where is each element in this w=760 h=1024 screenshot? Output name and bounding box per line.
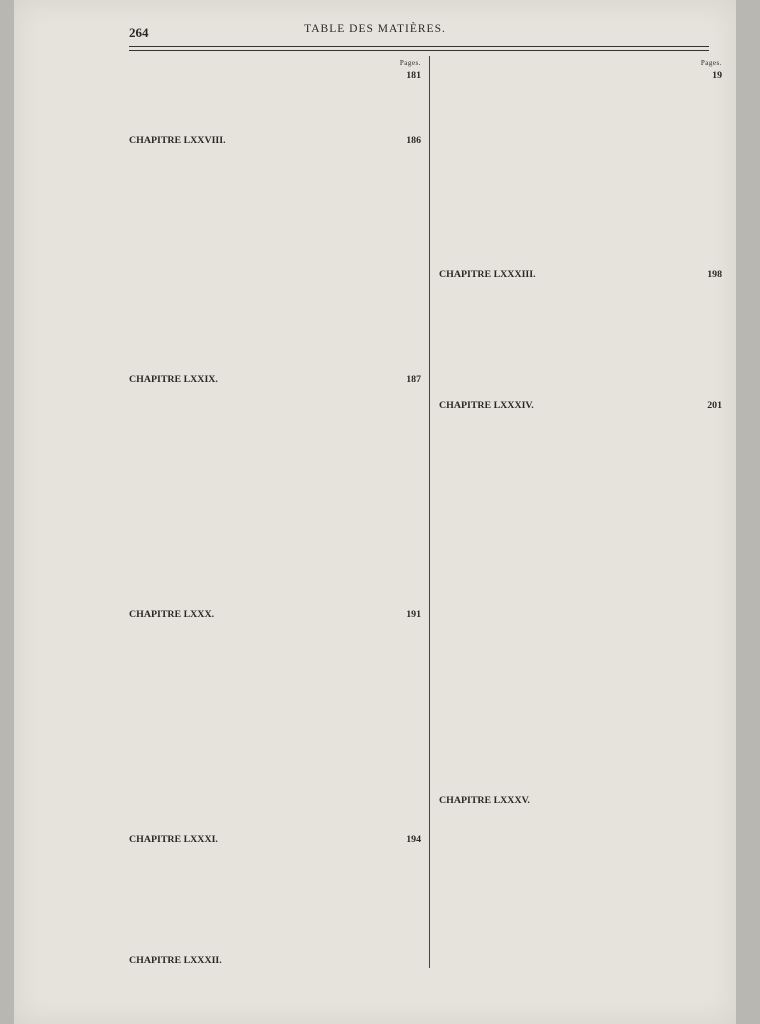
toc-entry [129,609,421,831]
chapter-heading: CHAPITRE LXXXIII. [439,269,536,281]
toc-entry [439,400,722,792]
running-head: TABLE DES MATIÈRES. [304,23,446,35]
pages-label: Pages. [700,59,722,67]
chapter-heading: CHAPITRE LXXXI. [129,834,218,846]
chapter-heading: CHAPITRE LXXX. [129,609,215,621]
toc-entry [129,955,421,967]
page-ref: 191 [406,609,421,621]
page-ref: 194 [406,834,421,846]
page-ref: 186 [406,135,421,147]
document-page [14,0,736,1024]
chapter-heading: CHAPITRE LXXXV. [439,795,530,807]
page-number: 264 [129,25,149,40]
page-ref: 181 [406,70,421,82]
chapter-heading: CHAPITRE LXXXII. [129,955,222,967]
page-ref: 198 [707,269,722,281]
page-ref: 19 [712,70,722,82]
toc-entry [129,374,421,606]
chapter-heading: CHAPITRE LXXXIV. [439,400,534,412]
header-rule [129,46,709,51]
right-column [439,57,722,1000]
chapter-heading: CHAPITRE LXXVIII. [129,135,226,147]
toc-entry [129,70,421,132]
chapter-heading: CHAPITRE LXXIX. [129,374,218,386]
toc-entry [129,135,421,371]
pages-label: Pages. [399,59,421,67]
toc-entry [439,70,722,266]
left-column [129,57,421,1000]
column-divider [429,56,430,968]
toc-entry [129,834,421,952]
page-ref: 187 [406,374,421,386]
toc-entry [439,795,722,807]
toc-entry [439,269,722,397]
page-ref: 201 [707,400,722,412]
